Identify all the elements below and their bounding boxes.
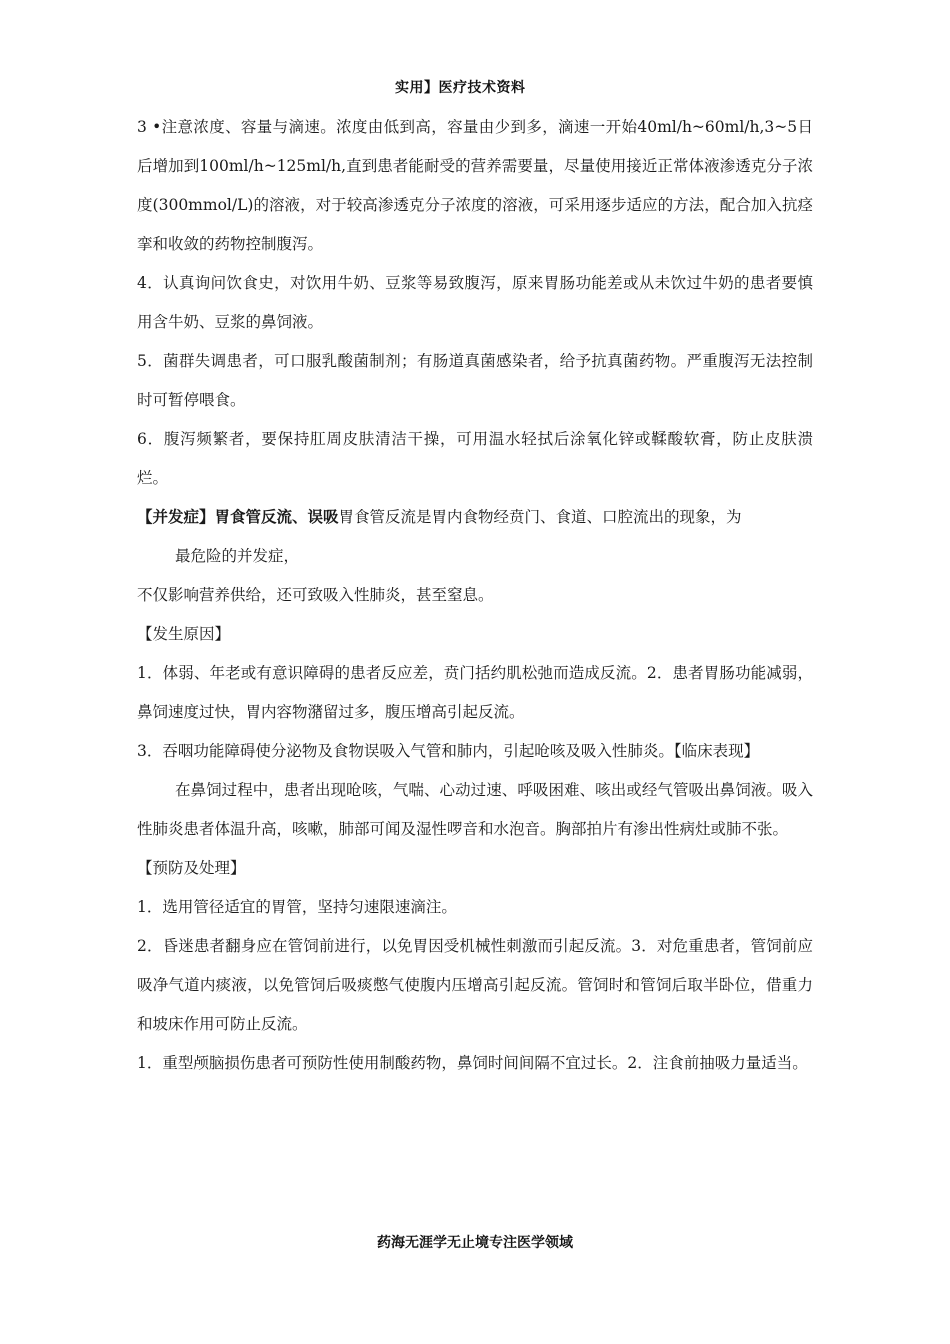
paragraph-prevention-1: 1．选用管径适宜的胃管，坚持匀速限速滴注。 bbox=[137, 898, 457, 916]
paragraph-complication bbox=[137, 498, 813, 537]
page-footer: 药海无涯学无止境专注医学领域 bbox=[377, 1235, 573, 1251]
paragraph-clinical-signs: 在鼻饲过程中，患者出现呛咳，气喘、心动过速、呼吸困难、咳出或经气管吸出鼻饲液。吸入性肺炎患者体温升高，咳嗽，肺部可闻及湿性啰音和水泡音。胸部拍片有渗出性病灶或肺不张。 bbox=[137, 781, 813, 838]
paragraph-prevention-2-3: 2．昏迷患者翻身应在管饲前进行，以免胃因受机械性刺激而引起反流。3．对危重患者，管饲前应吸净气道内痰液，以免管饲后吸痰憋气使腹内压增高引起反流。管饲时和管饲后取半卧位，借重力和坡床作用可防止反流。 bbox=[137, 937, 813, 1033]
section-heading-causes: 【发生原因】 bbox=[137, 625, 231, 643]
page-header bbox=[0, 77, 950, 97]
paragraph-flora-imbalance: 5．菌群失调患者，可口服乳酸菌制剂；有肠道真菌感染者，给予抗真菌药物。严重腹泻无法控制时可暂停喂食。 bbox=[137, 352, 813, 409]
paragraph-causes-3: 3．吞咽功能障碍使分泌物及食物误吸入气管和肺内，引起呛咳及吸入性肺炎。【临床表现】 bbox=[137, 742, 760, 760]
paragraph-most-dangerous: 最危险的并发症， bbox=[175, 547, 300, 565]
complication-text: 胃食管反流是胃内食物经贲门、食道、口腔流出的现象，为 bbox=[338, 508, 742, 526]
complication-heading: 【并发症】胃食管反流、误吸 bbox=[137, 508, 339, 526]
document-body bbox=[137, 108, 813, 1083]
paragraph-impact: 不仅影响营养供给，还可致吸入性肺炎，甚至窒息。 bbox=[137, 586, 494, 604]
paragraph-causes-1-2: 1．体弱、年老或有意识障碍的患者反应差，贲门括约肌松弛而造成反流。2．患者胃肠功能减弱，鼻饲速度过快，胃内容物潴留过多，腹压增高引起反流。 bbox=[137, 664, 813, 721]
paragraph-prevention-last: 1．重型颅脑损伤患者可预防性使用制酸药物，鼻饲时间间隔不宜过长。2．注食前抽吸力量适当。 bbox=[137, 1054, 808, 1072]
paragraph-diet-history: 4．认真询问饮食史，对饮用牛奶、豆浆等易致腹泻，原来胃肠功能差或从未饮过牛奶的患者要慎用含牛奶、豆浆的鼻饲液。 bbox=[137, 274, 813, 331]
paragraph-concentration-rate: 3 •注意浓度、容量与滴速。浓度由低到高，容量由少到多，滴速一开始40ml/h~60ml/h,3~5日后增加到100ml/h~125ml/h,直到患者能耐受的营养需要量，尽量使用接近正常体液渗透克分子浓度(300mmol/L)的溶液，对于较高渗透克分子浓度的溶液，可采用逐步适应的方法，配合加入抗痉挛和收敛的药物控制腹泻。 bbox=[137, 118, 813, 253]
section-heading-prevention: 【预防及处理】 bbox=[137, 859, 246, 877]
paragraph-skin-care: 6．腹泻频繁者，要保持肛周皮肤清洁干操，可用温水轻拭后涂氧化锌或鞣酸软膏，防止皮肤溃烂。 bbox=[137, 430, 813, 487]
header-title: 实用】医疗技术资料 bbox=[395, 80, 526, 96]
